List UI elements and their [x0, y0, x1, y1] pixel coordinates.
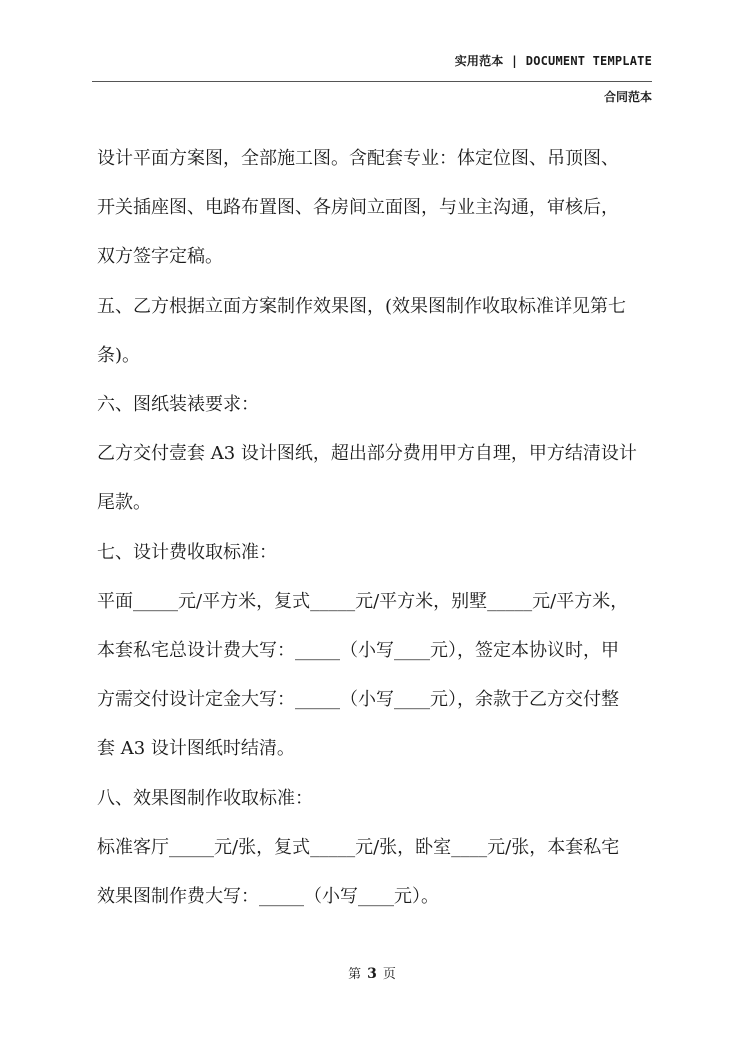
body-line: 乙方交付壹套 A3 设计图纸，超出部分费用甲方自理，甲方结清设计 — [97, 443, 637, 465]
body-line: 开关插座图、电路布置图、各房间立面图，与业主沟通，审核后， — [97, 197, 619, 219]
body-line: 方需交付设计定金大写：_____（小写____元），余款于乙方交付整 — [97, 689, 619, 711]
document-body — [97, 134, 657, 921]
page-prefix: 第 — [348, 967, 362, 982]
page-footer — [0, 963, 744, 982]
body-line: 双方签字定稿。 — [97, 246, 223, 268]
body-line: 五、乙方根据立面方案制作效果图，(效果图制作收取标准详见第七 — [97, 295, 627, 317]
header-divider — [92, 81, 652, 82]
section-heading: 八、效果图制作收取标准： — [97, 787, 313, 809]
body-line: 尾款。 — [97, 492, 151, 514]
page-number: 3 — [367, 966, 377, 982]
header-title: 实用范本 | DOCUMENT TEMPLATE — [454, 54, 652, 68]
body-line: 标准客厅_____元/张，复式_____元/张，卧室____元/张，本套私宅 — [97, 836, 620, 858]
body-line: 设计平面方案图，全部施工图。含配套专业：体定位图、吊顶图、 — [97, 148, 619, 169]
body-line: 平面_____元/平方米，复式_____元/平方米，别墅_____元/平方米， — [97, 590, 629, 612]
body-line: 套 A3 设计图纸时结清。 — [97, 738, 295, 760]
header-subtitle: 合同范本 — [603, 90, 652, 104]
section-heading: 六、图纸装裱要求： — [97, 394, 259, 416]
body-line: 效果图制作费大写：_____（小写____元）。 — [97, 886, 439, 908]
section-heading: 七、设计费收取标准： — [97, 541, 277, 563]
page-suffix: 页 — [382, 967, 396, 982]
body-line: 本套私宅总设计费大写：_____（小写____元），签定本协议时，甲 — [97, 640, 619, 662]
body-line: 条)。 — [97, 344, 141, 366]
